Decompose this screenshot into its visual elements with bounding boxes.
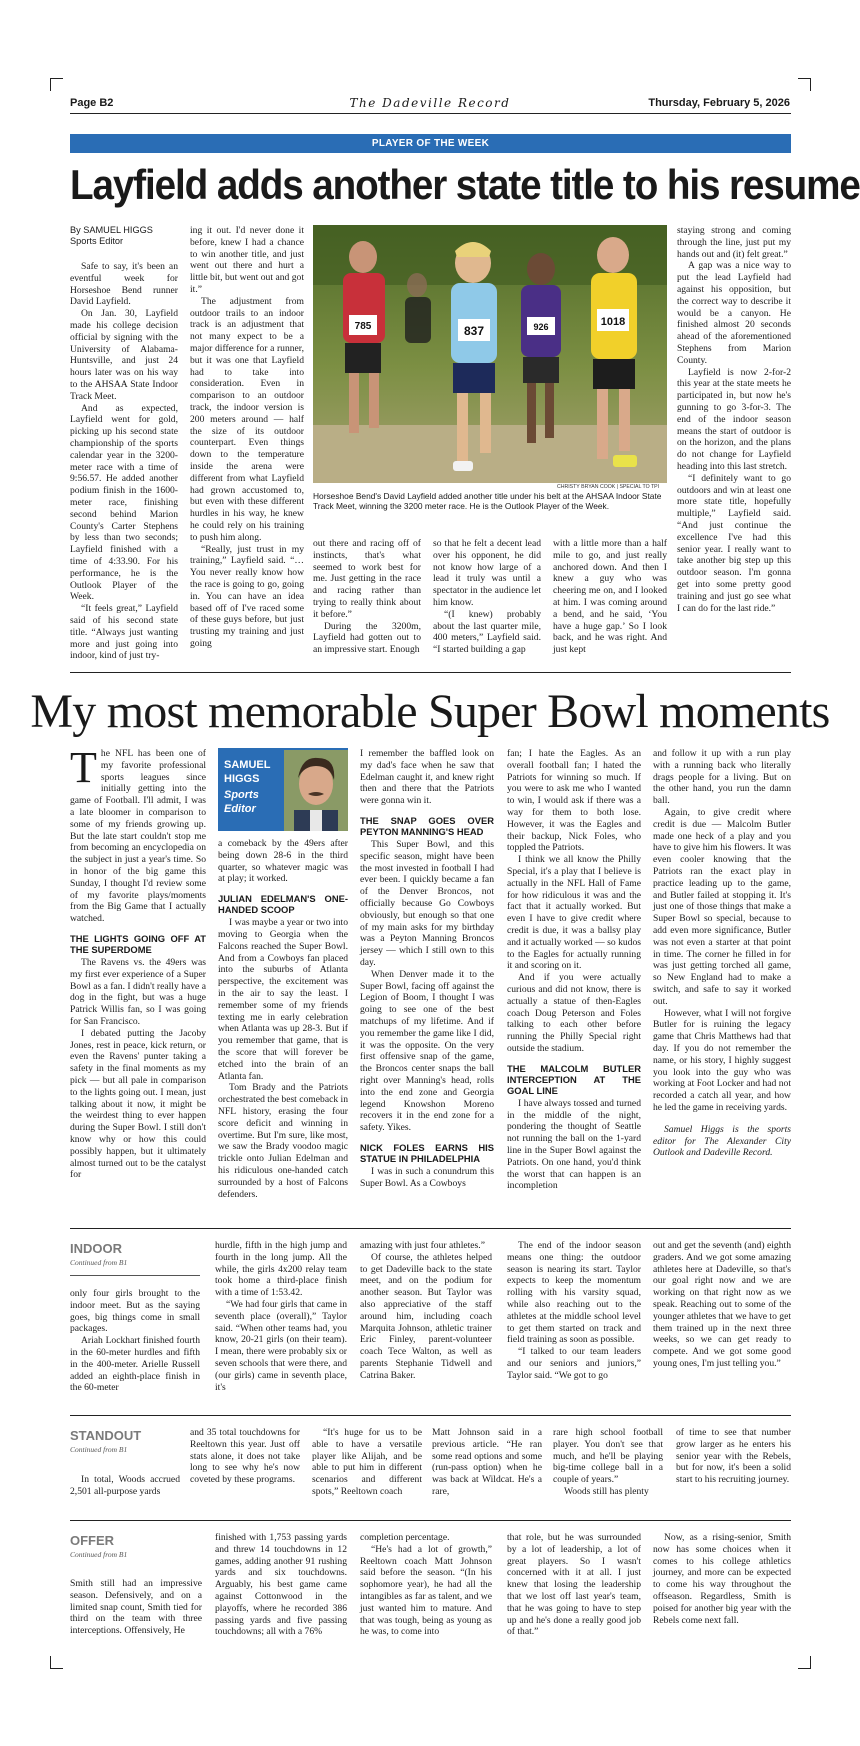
offer-column-2 <box>215 1532 347 1638</box>
story2-column-1 <box>70 743 206 1181</box>
crop-mark-bottom-right <box>798 1656 811 1669</box>
paragraph: only four girls brought to the indoor meet. But as the saying goes, big things come in small packages. <box>70 1288 200 1335</box>
paragraph: finished with 1,753 passing yards and threw 14 touchdowns in 12 games, adding another 91 rushing yards and six touchdowns. Arguably, his best game came against Cottonwood in the playoffs, where he recorded 386 passing yards and five passing touchdowns; all with a 76% <box>215 1532 347 1638</box>
story2-column-3 <box>360 748 494 1190</box>
indoor-column-2 <box>215 1240 347 1393</box>
paragraph: Woods still has plenty <box>564 1485 649 1497</box>
paragraph: On Jan. 30, Layfield made his college decision official by signing with the University of Alabama-Huntsville, and just 24 hours later was on his way to the AHSAA State Indoor Track Meet. <box>70 308 178 402</box>
paragraph: I was maybe a year or two into moving to Georgia when the Falcons reached the Super Bowl. And from a Cowboys fan placed into the suburbs of Atlanta perspective, the excitement was in the air to say the least. I remember some of my friends texting me in early celebration when Atlanta was up 28-3. But if you remember that game, that is the score that will forever be etched into the brain of an Atlanta fan. <box>218 917 348 1082</box>
signoff: Samuel Higgs is the sports editor for The Alexander City Outlook and Dadeville Record. <box>653 1123 791 1159</box>
paragraph: However, what I will not forgive Butler for is ruining the legacy game that Chris Matthews had that day. If you do not remember the name, or his story, I highly suggest you look into the guy who was working at Foot Locker and had not recorded a catch all year, and how he led the game in receiving yards. <box>653 1007 792 1113</box>
paper-name: The Dadeville Record <box>349 96 511 110</box>
paragraph: “He's had a lot of growth,” Reeltown coach Matt Johnson said before the season. “(In his sophomore year), he had all the intangibles as far as talent, and we just wanted him to mature. And that was tough, being as young as he was, to come into <box>360 1543 492 1638</box>
paragraph: with a little more than a half mile to go, and just really anchored down. And then I knew a guy who was cheering me on, and I looked at him. I was coming around a bend, and he said, ‘You have a huge gap.’ So I look back, and he was right. And just kept <box>553 538 667 656</box>
paragraph: In total, Woods accrued 2,501 all-purpose yards <box>70 1474 180 1497</box>
standout-column-1 <box>70 1474 180 1498</box>
paragraph: A gap was a nice way to put the lead Layfield had against his opposition, but the correct way to describe it would be a canyon. He finished almost 20 seconds ahead of the aforementioned Stephens from Marion County. <box>677 260 791 366</box>
bib-number: 837 <box>463 324 485 338</box>
paragraph: I was in such a conundrum this Super Bowl. As a Cowboys <box>360 1165 494 1189</box>
standout-column-2 <box>190 1427 300 1486</box>
paragraph: Ariah Lockhart finished fourth in the 60-meter hurdles and fifth in the 400-meter. Arielle Russell added an eighth-place finish in the 60-meter <box>70 1335 200 1394</box>
paragraph: “We had four girls that came in seventh place (overall),” Taylor said. “When other teams had, you know, 20-21 girls (on their team). I mean, there were probably six or seven schools that were there, and (our girls) came in seventh place, it's <box>215 1298 347 1393</box>
continued-line: Continued from B1 <box>70 1550 128 1559</box>
paragraph: “I definitely want to go outdoors and win at least one more state title, hopefully multiple,” Layfield said. “And just continue the excellence I've had this senior year. I really want to take another big step up this outdoor season. I'm gonna get into some pretty good training and just go see what I can do for the last ride.” <box>677 472 791 614</box>
paragraph: “I talked to our team leaders and our seniors and juniors,” Taylor said. “We got to go <box>507 1346 641 1381</box>
paragraph: of time to see that number grow larger as he enters his senior year with the Rebels, but for now, it's been a solid start to his recruiting journey. <box>676 1427 791 1486</box>
jump-label-offer: OFFER <box>70 1533 115 1548</box>
story2-column-2 <box>218 838 348 1200</box>
header-rule <box>70 113 791 114</box>
indoor-column-5 <box>653 1240 791 1370</box>
bib-number: 1018 <box>600 316 626 328</box>
issue-date: Thursday, February 5, 2026 <box>648 97 790 109</box>
offer-column-5 <box>653 1532 791 1626</box>
paragraph: out there and racing off of instincts, that's what seemed to work best for me. Just getting in the race and racing rather than trying to really think about it before.” <box>313 538 421 620</box>
byline-role: Sports Editor <box>70 236 124 246</box>
paragraph: Matt Johnson said in a previous article. “He ran some read options and some (run-pass option) when he was back at Wildcat. He's a rare, <box>432 1427 542 1497</box>
story1-column-6 <box>677 225 791 614</box>
paragraph: rare high school football player. You don't see that much, and he'll be playing big-time college ball in a couple of years.” <box>553 1427 663 1486</box>
drop-cap: T <box>70 743 97 792</box>
paragraph: Smith still had an impressive season. Defensively, and on a limited snap count, Smith tied for third on the team with three interceptions. Offensively, He <box>70 1578 202 1637</box>
paragraph: that role, but he was surrounded by a lot of leadership, a lot of great players. So I wasn't concerned with it at all. I just knew that losing the leadership that we lost off last year's team, that he was going to have to step up and he's done a really good job of that.” <box>507 1532 641 1638</box>
paragraph: Tom Brady and the Patriots orchestrated the best comeback in NFL history, erasing the four score deficit and winning in overtime. But I'm sure, like most, we saw the Brady voodoo magic trickle onto Julian Edelman and his ridiculous one-handed catch surrounded by a host of Falcons defenders. <box>218 1082 348 1200</box>
columnist-photo <box>284 750 348 831</box>
standout-column-3 <box>312 1427 422 1498</box>
story1-column-5 <box>553 538 667 656</box>
paragraph: The adjustment from outdoor trails to an indoor track is an adjustment that not many expect to be a major difference for a runner, but it was one that Layfield had to take into consideration. Even in comparison to an outdoor track, the indoor version is 200 meters around — half the size of its outdoor counterpart. Even things down to the temperature inside the arena were different from what Layfield had grown accustomed to, but even with these different hurdles in his way, he knew he could rely on his training to push him along. <box>190 295 304 543</box>
jump-label-standout: STANDOUT <box>70 1428 142 1443</box>
standout-column-4 <box>432 1427 542 1498</box>
paragraph: “It feels great,” Layfield said of his second state title. “Always just wanting more and just going into indoor, kind of just try- <box>70 603 178 662</box>
paragraph: “(I knew) probably about the last quarter mile, 400 meters,” Layfield said. “I started building a gap <box>433 608 541 656</box>
jump-rule <box>70 1275 200 1276</box>
paragraph: When Denver made it to the Super Bowl, facing off against the Legion of Boom, I thought I was going to see one of the best matchups of my lifetime. And if you remember the game like I did, it was the opposite. On the very first offensive snap of the game, the Broncos center snaps the ball right over Manning's head, rolls into the end zone and Georgia legend Knowshon Moreno recovers it in the end zone for a safety. Yikes. <box>360 968 494 1134</box>
paragraph: Of course, the athletes helped to get Dadeville back to the state meet, and on the podium for another season. But Taylor was also appreciative of the staff around him, including coach Marquita Johnson, athletic trainer Eric Finley, parent-volunteer coach Tece Walton, as well as parents Stephanie Tidwell and Catrina Baker. <box>360 1251 492 1381</box>
indoor-column-4 <box>507 1240 641 1382</box>
paragraph: amazing with just four athletes.” <box>360 1240 485 1251</box>
paragraph: And if you were actually curious and did not know, there is actually a statue of then-Eagles coach Doug Peterson and Foles talking to each other before running the Philly Special right outside the stadium. <box>507 972 641 1054</box>
paragraph: The Ravens vs. the 49ers was my first ever experience of a Super Bowl as a fan. I didn't really have a dog in the fight, but was a huge Patrick Willis fan, so I was going for San Francisco. <box>70 956 206 1027</box>
paragraph: Layfield is now 2-for-2 this year at the state meets he participated in, but now he's gunning to go 3-for-3. The end of the indoor season means the start of outdoor is on the horizon, and the plans do not change for Layfield heading into this last stretch. <box>677 366 791 472</box>
story-divider <box>70 1228 791 1229</box>
story2-column-4 <box>507 748 641 1192</box>
section-banner: PLAYER OF THE WEEK <box>70 134 791 153</box>
standout-column-5 <box>553 1427 663 1498</box>
paragraph: and follow it up with a run play with a running back who literally drags people for a living. But on the other hand, you run the damn ball. <box>653 748 791 807</box>
paragraph: so that he felt a decent lead over his opponent, he did not know how large of a lead it truly was until a spectator in the audience let him know. <box>433 538 541 608</box>
paragraph: And as expected, Layfield went for gold, picking up his second state championship of the sports calendar year in the 3200-meter race with a time of 9:56.57. He added another podium finish in the 1600-meter race, finishing second behind Marion County's Carter Stephens by less than two seconds; Layfield finished with a time of 4:33.90. For his performance, he is the Outlook Player of the Week. <box>70 402 178 603</box>
paragraph: During the 3200m, Layfield had gotten out to an impressive start. Enough <box>313 620 421 656</box>
paragraph: staying strong and coming through the line, just put my hands out and (it) felt great.” <box>677 225 791 260</box>
continued-line: Continued from B1 <box>70 1258 128 1267</box>
offer-column-1 <box>70 1578 202 1637</box>
lead-text: he NFL has been one of my favorite professional sports leagues since initially getting into the game of Football. I'll admit, I was a late bloomer in comparison to some of my friends growing up. But the late start couldn't stop me from becoming an encyclopedia on the subject in just a year's time. So in honor of the big game this Sunday, I thought I'd review some of my favorite plays/moments from the Big Game that I actually watched. <box>70 748 206 925</box>
indoor-column-1 <box>70 1288 200 1394</box>
paragraph: “It's huge for us to be able to have a versatile player like Alijah, and be able to put him in different scenarios and different spots,” Reeltown coach <box>312 1427 422 1497</box>
paragraph: I remember the baffled look on my dad's face when he saw that Edelman caught it, and knew right then and there that the Patriots were gonna win it. <box>360 748 494 807</box>
indoor-column-3 <box>360 1240 492 1382</box>
subhead: THE MALCOLM BUTLER INTERCEPTION AT THE GOAL LINE <box>507 1062 641 1096</box>
story1-column-3 <box>313 538 421 656</box>
continued-line: Continued from B1 <box>70 1445 128 1454</box>
columnist-name: SAMUEL HIGGS <box>224 759 271 785</box>
offer-column-4 <box>507 1532 641 1638</box>
columnist-mug <box>218 748 348 831</box>
page-number: Page B2 <box>70 97 114 109</box>
paragraph: Safe to say, it's been an eventful week for Horseshoe Bend runner David Layfield. <box>70 261 178 308</box>
story-divider <box>70 1415 791 1416</box>
crop-mark-top-left <box>50 78 63 91</box>
columnist-portrait <box>284 750 348 831</box>
paragraph: and 35 total touchdowns for Reeltown this year. Just off stats alone, it does not take long to see why he's now coveted by these programs. <box>190 1427 300 1486</box>
runner-photo <box>313 225 667 483</box>
story2-column-5 <box>653 748 791 1159</box>
paragraph: completion percentage. <box>360 1532 450 1543</box>
bib-number: 785 <box>354 321 372 332</box>
runner-photo-illustration <box>313 225 667 483</box>
subhead: THE SNAP GOES OVER PEYTON MANNING'S HEAD <box>360 814 494 837</box>
paragraph: I debated putting the Jacoby Jones, rest in peace, kick return, or even the Ravens' punter taking a safety in the final moments as my pick — but all pale in comparison to the lights going out. I mean, just talking about it now, it might be the weirdest thing to ever happen during the Super Bowl. I still don't know why or how this could possibly happen, but it ultimately almost turned out to be the catalyst for <box>70 1027 206 1181</box>
headline: Layfield adds another state title to his resume <box>70 161 860 208</box>
paragraph: I have always tossed and turned in the middle of the night, pondering the thought of Seattle not running the ball on the 1-yard line in the Super Bowl against the Patriots. On one hand, you'd think the worst that can happen is an incompletion <box>507 1097 641 1192</box>
standout-column-6 <box>676 1427 791 1486</box>
paragraph: Again, to give credit where credit is due — Malcolm Butler made one heck of a play and you have to give him his flowers. It was even cooler knowing that the Patriots ran the exact play in practice leading up to the game, and Butler failed at stopping it. It's just one of those things that make a Super Bowl so special, because to add even more significance, Butler was not even a starter at that point in time. The corner he filled in for was just getting torched all game, so New England had to make a switch, and safe to say it worked out. <box>653 806 791 1007</box>
paragraph: Now, as a rising-senior, Smith now has some choices when it comes to his college athletics journey, and more can be expected to come his way throughout the offseason. Regardless, Smith is poised for another big year with the Rebels come next fall. <box>653 1532 791 1626</box>
paragraph: hurdle, fifth in the high jump and fourth in the long jump. All the while, the girls 4x200 relay team took home a third-place finish with a time of 1:53.42. <box>215 1240 347 1299</box>
subhead: JULIAN EDELMAN'S ONE-HANDED SCOOP <box>218 893 348 916</box>
paragraph: a comeback by the 49ers after being down 28-6 in the third quarter, so whatever magic was at play; it worked. <box>218 838 348 885</box>
story1-column-2 <box>190 225 304 650</box>
paragraph: The end of the indoor season means one thing: the outdoor season is nearing its start. Taylor expects to keep the momentum rolling with his varsity squad, while also reaching out to the athletes at the middle school level to get them started on track and field training as soon as possible. <box>507 1240 641 1346</box>
paragraph: I think we all know the Philly Special, it's a play that I believe is actually in the NFL Hall of Fame for how ridiculous it was and the fact that it actually worked. But even I have to give credit where credit is due, it was a ballsy play and it actually worked — so kudos to the Eagles for actually running it and scoring on it. <box>507 854 641 972</box>
story-divider <box>70 672 791 673</box>
lead-paragraph <box>70 743 206 925</box>
paragraph: out and get the seventh (and) eighth graders. And we got some amazing athletes here at Dadeville, so that's our goal right now and we are working on that right now as we speak. Reaching out to some of the younger athletes that we have to get them trained up in the next three weeks, so we can get ready to compete. And we got some good young ones, I'm just telling you.” <box>653 1240 791 1369</box>
jump-label-indoor: INDOOR <box>70 1241 122 1256</box>
paragraph: This Super Bowl, and this specific season, might have been the most invested in football I had ever been. I quickly became a fan of the Denver Broncos, not officially because Go Cowboys obviously, but enough so that one of my main asks for my birthday was a Peyton Manning Broncos jersey — which I still own to this day. <box>360 838 494 968</box>
subhead: THE LIGHTS GOING OFF AT THE SUPERDOME <box>70 932 206 955</box>
paragraph: ing it out. I'd never done it before, knew I had a chance to win another title, and just went out there and hurt a little bit, but went out and got it.” <box>190 225 304 295</box>
offer-column-3 <box>360 1532 492 1638</box>
crop-mark-top-right <box>798 78 811 91</box>
byline: By SAMUEL HIGGS <box>70 225 153 235</box>
columnist-role: Sports Editor <box>224 789 259 815</box>
story1-column-1 <box>70 225 178 662</box>
photo-credit: CHRISTY BRYAN COOK | SPECIAL TO TPI <box>557 484 660 490</box>
paragraph: fan; I hate the Eagles. As an overall football fan; I hated the Patriots for winning so much. If you were to ask me who I wanted to win, I would ask if there was a way for them to both lose. However, it was the Eagles and their backup, Nick Foles, who toppled the Patriots. <box>507 748 641 854</box>
paragraph: “Really, just trust in my training,” Layfield said. “…You never really know how the race is going to go, going in. You can have an idea based off of I've raced some of these guys before, but just trusting my training and just going <box>190 543 304 649</box>
column-headline: My most memorable Super Bowl moments <box>30 685 830 738</box>
photo-caption: Horseshoe Bend's David Layfield added another title under his belt at the AHSAA Indoor State Track Meet, winning the 3200 meter race. He is the Outlook Player of the Week. <box>313 491 662 512</box>
bib-number: 926 <box>533 322 549 332</box>
crop-mark-bottom-left <box>50 1656 63 1669</box>
story1-column-4 <box>433 538 541 656</box>
story-divider <box>70 1520 791 1521</box>
subhead: NICK FOLES EARNS HIS STATUE IN PHILADELPHIA <box>360 1141 494 1164</box>
